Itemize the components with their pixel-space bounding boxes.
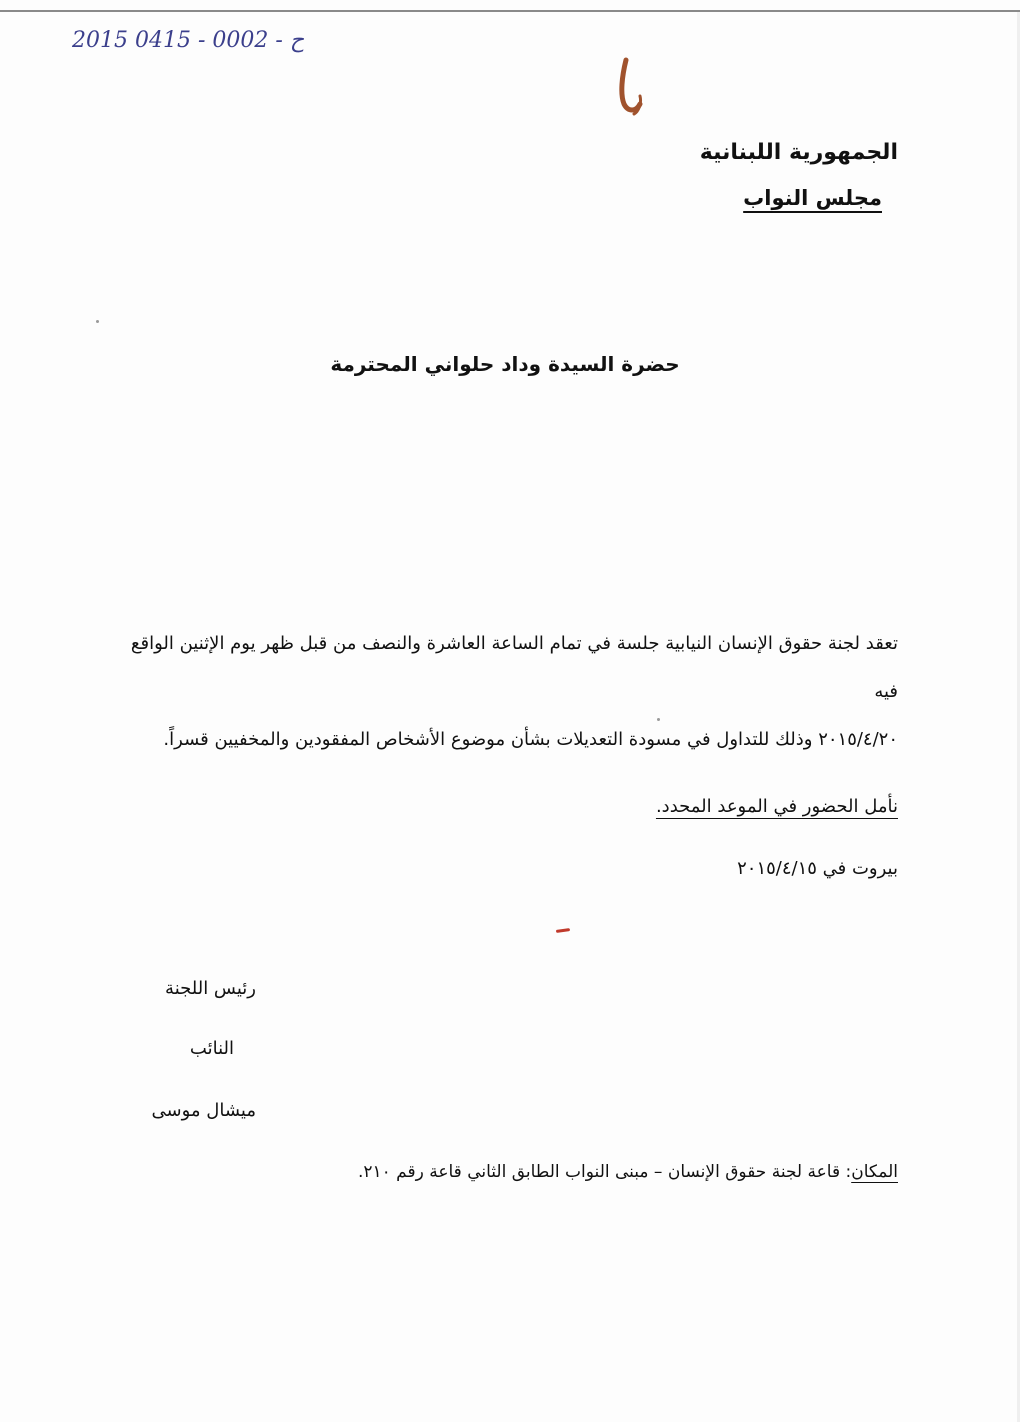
letter-body-line-2: ٢٠١٥/٤/٢٠ وذلك للتداول في مسودة التعديلات بشأن موضوع الأشخاص المفقودين والمخفيين قسراً. xyxy=(163,729,898,750)
letter-body xyxy=(108,620,898,764)
letterhead-parliament: مجلس النواب xyxy=(743,186,882,210)
signature-role: النائب xyxy=(189,1038,234,1059)
page-top-edge xyxy=(0,10,1020,12)
paper-speck xyxy=(657,718,660,721)
location-text: : قاعة لجنة حقوق الإنسان – مبنى النواب الطابق الثاني قاعة رقم ٢١٠. xyxy=(357,1162,852,1182)
attendance-request: نأمل الحضور في الموعد المحدد. xyxy=(655,796,898,817)
meeting-location xyxy=(358,1162,898,1182)
signature-title: رئيس اللجنة xyxy=(165,978,256,999)
handwritten-initial-mark xyxy=(612,56,652,122)
signature-name: ميشال موسى xyxy=(151,1100,256,1121)
ink-mark xyxy=(556,928,570,933)
letterhead-republic: الجمهورية اللبنانية xyxy=(699,140,898,165)
location-label: المكان xyxy=(851,1162,898,1182)
letter-body-line-1: تعقد لجنة حقوق الإنسان النيابية جلسة في تمام الساعة العاشرة والنصف من قبل ظهر يوم الإثنين الواقع فيه xyxy=(130,633,898,702)
paper-speck xyxy=(96,320,99,323)
letter-addressee: حضرة السيدة وداد حلواني المحترمة xyxy=(330,352,680,376)
letter-date: بيروت في ٢٠١٥/٤/١٥ xyxy=(737,858,898,879)
handwritten-reference-number: 2015 0415 - 0002 - ح xyxy=(72,28,305,53)
